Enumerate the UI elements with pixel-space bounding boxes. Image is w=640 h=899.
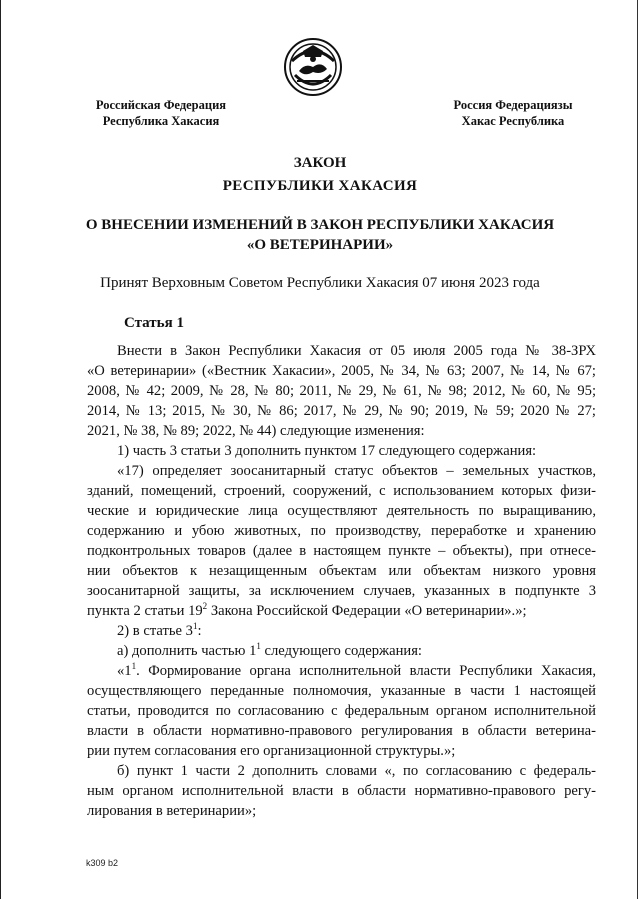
document-code: k309 b2	[86, 858, 119, 868]
body-line	[117, 621, 596, 641]
republic-name-khakas: Хакас Республика	[461, 114, 565, 128]
body-line: б) пункт 1 части 2 дополнить словами «, по согласованию с федераль-	[117, 763, 596, 779]
republic-name-ru: Республика Хакасия	[102, 114, 220, 128]
body-line: 2014, № 13; 2015, № 30, № 86; 2017, № 29, № 90; 2019, № 59; 2020 № 27;	[87, 403, 596, 419]
body-line	[117, 661, 596, 681]
header-left	[76, 97, 246, 129]
body-line: 2021, № 38, № 89; 2022, № 44) следующие изменения:	[87, 423, 425, 439]
body-line: 2008, № 42; 2009, № 28, № 80; 2011, № 29, № 61, № 98; 2012, № 60, № 95;	[87, 383, 596, 399]
body-line: ным органом исполнительной власти в области нормативно-правового регу-	[87, 783, 596, 799]
country-name-ru: Российская Федерация	[95, 98, 227, 112]
body-line: нии объектов к незащищенным объектам или объектам низкого уровня	[87, 563, 596, 579]
body-line: содержанию и убою животных, по производству, переработке и хранению	[87, 523, 596, 539]
body-line: осуществляющего переданные полномочия, указанные в части 1 настоящей	[87, 683, 596, 699]
text-span: 2) в статье 3	[117, 623, 193, 639]
text-span: а) дополнить частью 1	[117, 643, 257, 659]
body-line	[87, 601, 596, 621]
article-heading: Статья 1	[124, 315, 184, 331]
text-span: Закона Российской Федерации «О ветеринарии».»;	[207, 603, 527, 619]
text-span: пункта 2 статьи 19	[87, 603, 203, 619]
body-line: Внести в Закон Республики Хакасия от 05 июля 2005 года № 38-ЗРХ	[117, 343, 596, 359]
body-line: рии путем согласования его организационной структуры.»;	[87, 743, 456, 759]
adoption-statement: Принят Верховным Советом Республики Хакасия 07 июня 2023 года	[100, 275, 540, 291]
text-span: . Формирование органа исполнительной власти Республики Хакасия,	[136, 663, 596, 679]
body-line: 1) часть 3 статьи 3 дополнить пунктом 17 следующего содержания:	[117, 443, 537, 459]
body-line: статьи, проводится по согласованию с федеральным органом исполнительной	[87, 703, 596, 719]
coat-of-arms-icon	[283, 37, 343, 97]
country-name-khakas: Россия Федерациязы	[453, 98, 573, 112]
superscript: 1	[256, 641, 261, 652]
doc-issuer-title: РЕСПУБЛИКИ ХАКАСИЯ	[222, 178, 418, 194]
scan-edge-right	[637, 0, 638, 899]
text-span: следующего содержания:	[260, 643, 422, 659]
body-line: зоосанитарной защиты, за исключением случаев, указанных в подпункте 3	[87, 583, 596, 599]
law-name-line-1: О ВНЕСЕНИИ ИЗМЕНЕНИЙ В ЗАКОН РЕСПУБЛИКИ ХАКАСИЯ	[85, 217, 555, 233]
body-line: подконтрольных товаров (далее в настоящем пункте – объекты), при отнесе-	[87, 543, 596, 559]
scan-edge-left	[0, 0, 1, 899]
body-line: «17) определяет зоосанитарный статус объектов – земельных участков,	[117, 463, 596, 479]
body-line: зданий, помещений, строений, сооружений, с использованием которых физи-	[87, 483, 596, 499]
body-line: лирования в ветеринарии»;	[87, 803, 257, 819]
superscript: 2	[202, 601, 208, 612]
body-line: ческие и юридические лица осуществляют деятельность по выращиванию,	[87, 503, 596, 519]
superscript: 1	[192, 621, 198, 632]
superscript: 1	[131, 661, 137, 672]
body-line	[117, 641, 596, 661]
text-span: «1	[117, 663, 132, 679]
body-line: власти в области нормативно-правового регулирования в области ветерина-	[87, 723, 596, 739]
law-name-line-2: «О ВЕТЕРИНАРИИ»	[246, 237, 394, 253]
doc-type-title: ЗАКОН	[293, 155, 347, 171]
text-span: :	[197, 623, 202, 639]
body-line: «О ветеринарии» («Вестник Хакасии», 2005, № 34, № 63; 2007, № 14, № 67;	[87, 363, 596, 379]
header-right	[428, 97, 598, 129]
